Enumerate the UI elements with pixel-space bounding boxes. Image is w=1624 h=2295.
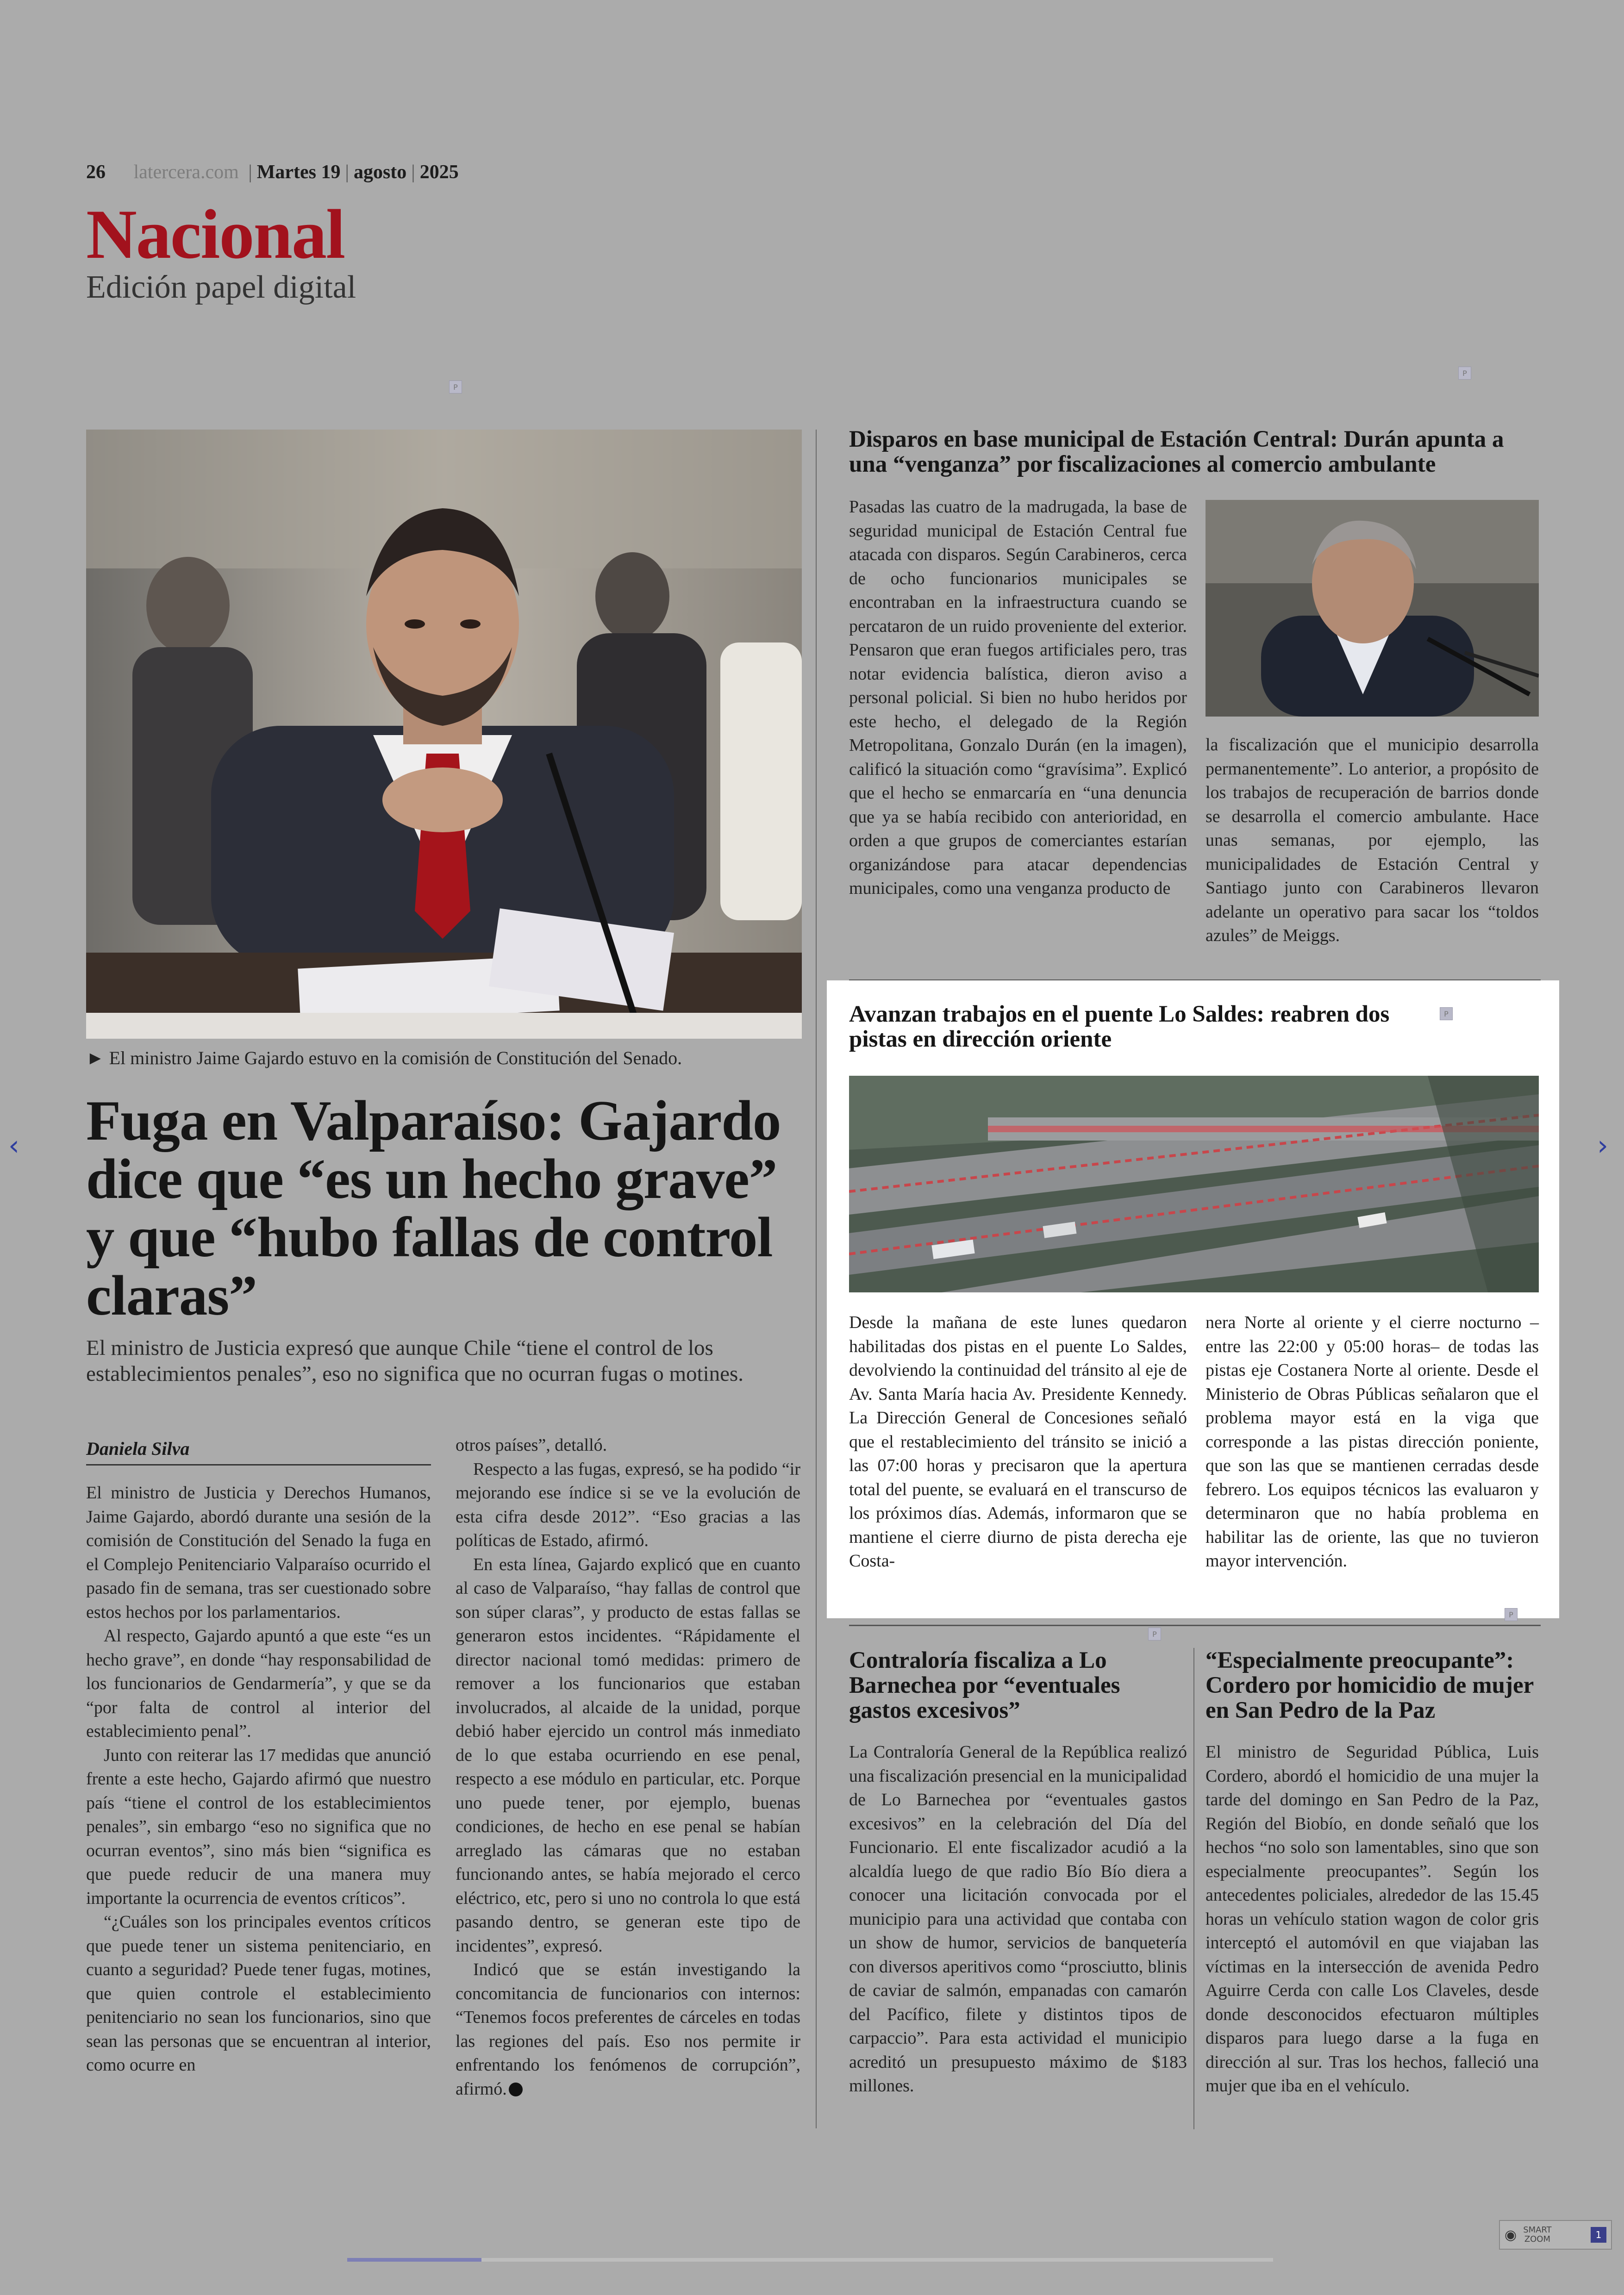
puente-photo bbox=[849, 1076, 1539, 1292]
main-dek: El ministro de Justicia expresó que aunque Chile “tiene el control de los establecimientos penales”, eso no significa que no ocurran fugas o motines. bbox=[86, 1336, 744, 1386]
puente-column-2: nera Norte al oriente y el cierre nocturno –entre las 22:00 y 05:00 horas– de todas las pistas eje Costanera Norte al oriente. Desde el Ministerio de Obras Públicas señalaron que el problema mayor está en la viga que corresponde a las pistas dirección poniente, que son las que se mantienen cerradas desde febrero. Los equipos técnicos las evaluaron y determinaron que no había problema en habilitar las de oriente, las que no tuvieron mayor intervención. bbox=[1206, 1313, 1539, 1571]
masthead-year: 2025 bbox=[419, 162, 459, 183]
paragraph: Al respecto, Gajardo apuntó a que este “es un hecho grave”, en donde “hay responsabilidad de los funcionarios de Gendarmería”, y que se da “por falta de control al interior del establecimiento penal”. bbox=[86, 1626, 431, 1741]
contraloria-body: La Contraloría General de la República realizó una fiscalización presencial en la municipalidad de Lo Barnechea por “eventuales gastos excesivos” en la celebración del Día del Funcionario. El ente fiscalizador acudió a la alcaldía luego de que radio Bío Bío diera a conocer una licitación convocada por el municipio para una actividad que contaba con un show de humor, servicios de banquetería con diversos aperitivos como “prosciutto, blinis de caviar de salmón, empanadas con camarón del Pacífico, filete y distintos tipos de carpaccio”. Para esta actividad el municipio acreditó un presupuesto máximo de $183 millones. bbox=[849, 1742, 1187, 2095]
main-story-column-1 bbox=[86, 1481, 431, 2077]
section-subtitle: Edición papel digital bbox=[86, 269, 356, 305]
masthead-month: agosto bbox=[353, 162, 407, 183]
minister-photo-image bbox=[86, 430, 802, 1039]
duran-photo-image bbox=[1206, 500, 1539, 717]
chevron-right-icon[interactable]: › bbox=[1597, 1129, 1608, 1162]
paragraph: En esta línea, Gajardo explicó que en cuanto al caso de Valparaíso, “hay fallas de control que son súper claras”, y producto de estas fallas se generaron estos incidentes. “Rápidamente el director nacional tomó medidas: primero de remover a los funcionarios que estaban involucrados, al alcaide de la unidad, porque debió haber ejercido un control más inmediato de lo que estaba ocurriendo en ese penal, respecto a ese módulo en particular, etc. Porque uno puede tener, por ejemplo, buenas condiciones, de hecho en ese penal se habían arreglado las cámaras que no estaban funcionando antes, se había mejorado el cerco eléctrico, etc, pero si uno no controla lo que está pasando dentro, se generan este tipo de incidentes”, expresó. bbox=[456, 1554, 800, 1956]
article-hotspot-marker[interactable]: P bbox=[1440, 1007, 1453, 1020]
byline: Daniela Silva bbox=[86, 1438, 431, 1466]
column-divider bbox=[816, 430, 817, 2128]
article-hotspot-marker[interactable]: P bbox=[1505, 1608, 1518, 1621]
cordero-headline: “Especialmente preocupante”: Cordero por homicidio de mujer en San Pedro de la Paz bbox=[1206, 1647, 1534, 1723]
article-hotspot-marker[interactable]: P bbox=[1458, 367, 1471, 380]
masthead-day: Martes 19 bbox=[256, 162, 341, 183]
column-divider bbox=[1193, 1648, 1194, 2129]
contraloria-headline: Contraloría fiscaliza a Lo Barnechea por “eventuales gastos excesivos” bbox=[849, 1647, 1120, 1723]
zoom-badge: 1 bbox=[1591, 2227, 1606, 2243]
end-of-article-bullet bbox=[509, 2083, 523, 2096]
page-progress-track[interactable] bbox=[347, 2258, 1273, 2262]
site-name: latercera.com bbox=[133, 162, 239, 183]
photo-caption: ► El ministro Jaime Gajardo estuvo en la comisión de Constitución del Senado. bbox=[86, 1048, 682, 1068]
page-progress-fill bbox=[347, 2258, 481, 2262]
eye-icon: ◉ bbox=[1505, 2226, 1517, 2243]
paragraph: Junto con reiterar las 17 medidas que anunció frente a este hecho, Gajardo afirmó que nuestro país “tiene el control de los establecimientos penales”, sin embargo “eso no significa que no ocurran eventos”, sino más bien “significa es que puede reducir de una manera muy importante la ocurrencia de eventos críticos”. bbox=[86, 1745, 431, 1908]
puente-column-1: Desde la mañana de este lunes quedaron habilitadas dos pistas en el puente Lo Saldes, devolviendo la continuidad del tránsito al eje de Av. Santa María hacia Av. Presidente Kennedy. La Dirección General de Concesiones señaló que el restablecimiento del tránsito se inició a las 07:00 horas y precisaron que la apertura total del puente, se evaluará en el transcurso de los próximos días. Además, informaron que se mantiene el cierre diurno de pista derecha eje Costa- bbox=[849, 1313, 1187, 1571]
paragraph: El ministro de Justicia y Derechos Humanos, Jaime Gajardo, abordó durante una sesión de la comisión de Constitución del Senado la fuga en el Complejo Penitenciario Valparaíso ocurrido el pasado fin de semana, tras ser cuestionado sobre estos hechos por los parlamentarios. bbox=[86, 1483, 431, 1622]
chevron-left-icon[interactable]: ‹ bbox=[8, 1129, 19, 1162]
article-hotspot-marker[interactable]: P bbox=[449, 380, 462, 393]
masthead: 26 latercera.com | Martes 19 | agosto | 2025 bbox=[86, 162, 459, 183]
paragraph: otros países”, detalló. bbox=[456, 1435, 607, 1455]
disparos-headline: Disparos en base municipal de Estación Central: Durán apunta a una “venganza” por fiscalizaciones al comercio ambulante bbox=[849, 426, 1504, 477]
page-number: 26 bbox=[86, 162, 106, 183]
paragraph: Respecto a las fugas, expresó, se ha podido “ir mejorando ese índice si se ve la evolución de esta cifra desde 2012”. “Eso gracias a las políticas de Estado, afirmó. bbox=[456, 1459, 801, 1550]
bridge-aerial-image bbox=[849, 1076, 1539, 1292]
main-story-photo bbox=[86, 430, 802, 1039]
main-headline: Fuga en Valparaíso: Gajardo dice que “es un hecho grave” y que “hubo fallas de control claras” bbox=[86, 1089, 781, 1327]
paragraph: “¿Cuáles son los principales eventos críticos que puede tener un sistema penitenciario, en cuanto a seguridad? Puede tener fugas, motines, que quien controle el establecimiento penitenciario no sean los funcionarios, sino que sean las personas que se encuentran al interior, como ocurre en bbox=[86, 1912, 431, 2075]
main-story-column-2 bbox=[456, 1434, 800, 2101]
puente-headline: Avanzan trabajos en el puente Lo Saldes: reabren dos pistas en dirección oriente bbox=[849, 1001, 1390, 1052]
smart-zoom-button[interactable]: ◉ SMART ZOOM 1 bbox=[1499, 2220, 1612, 2250]
paragraph: Indicó que se están investigando la concomitancia de funcionarios con internos: “Tenemos focos preferentes de cárceles en todas las regiones del país. Eso nos permite ir enfrentando los fenómenos de corrupción”, afirmó. bbox=[456, 1960, 800, 2099]
duran-photo bbox=[1206, 500, 1539, 717]
section-divider bbox=[849, 1625, 1541, 1626]
disparos-column-2: la fiscalización que el municipio desarrolla permanentemente”. Lo anterior, a propósito de los trabajos de recuperación de barrios donde se desarrolla el comercio ambulante. Hace unas semanas, por ejemplo, las municipalidades de Estación Central y Santiago junto con Carabineros llevaron adelante un operativo para sacar los “toldos azules” de Meiggs. bbox=[1206, 735, 1539, 945]
cordero-body: El ministro de Seguridad Pública, Luis Cordero, abordó el homicidio de una mujer la tarde del domingo en San Pedro de la Paz, Región del Biobío, en donde señaló que los hechos “no solo son lamentables, sino que son especialmente preocupantes”. Según los antecedentes policiales, alrededor de las 15.45 horas un vehículo station wagon de color gris interceptó el automóvil en que viajaban las víctimas en la intersección de avenida Pedro Aguirre Cerda con calle Los Claveles, desde donde desconocidos efectuaron múltiples disparos para luego darse a la fuga en dirección al sur. Tras los hechos, falleció una mujer que iba en el vehículo. bbox=[1206, 1742, 1539, 2095]
disparos-column-1: Pasadas las cuatro de la madrugada, la base de seguridad municipal de Estación Central fue atacada con disparos. Según Carabineros, cerca de ocho funcionarios municipales se encontraban en la infraestructura cuando se percataron de un ruido proveniente del exterior. Pensaron que eran fuegos artificiales pero, tras notar evidencia balística, dieron aviso a personal policial. Si bien no hubo heridos por este hecho, el delegado de la Región Metropolitana, Gonzalo Durán (en la imagen), calificó la situación como “gravísima”. Explicó que el hecho se enmarcaría en “una denuncia que ya se había recibido con anterioridad, en orden a que grupos de comerciantes estarían organizándose para atacar dependencias municipales, como una venganza producto de bbox=[849, 497, 1187, 898]
article-hotspot-marker[interactable]: P bbox=[1148, 1628, 1161, 1640]
section-title: Nacional bbox=[86, 195, 345, 273]
